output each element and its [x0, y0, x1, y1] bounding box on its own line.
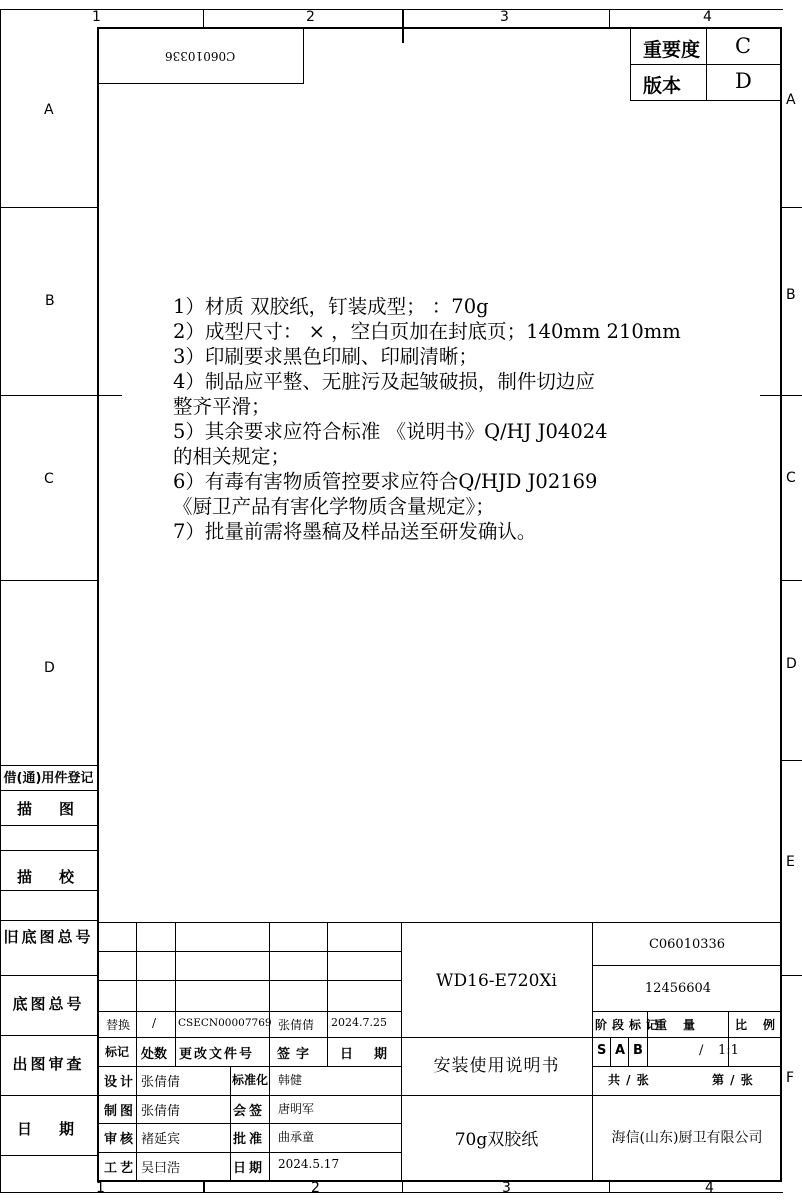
zone-col-2-bottom: 2: [311, 1180, 320, 1196]
inner-frame-left: [97, 27, 99, 1181]
process-name: 吴曰浩: [141, 1161, 181, 1176]
outer-frame-left: [0, 9, 1, 1192]
review-label: 审核: [104, 1132, 137, 1147]
standardization-label: 标准化: [232, 1073, 269, 1087]
borrow-register-label: 借(通)用件登记: [3, 771, 94, 786]
change-doc-number: CSECN00007769: [178, 1017, 272, 1029]
date-label: 日 期: [16, 1120, 80, 1138]
trace-check-label: 描 校: [16, 868, 80, 886]
zone-row-f-right: F: [786, 1070, 795, 1086]
version-label: 版本: [643, 75, 682, 97]
date-field-value: 2024.5.17: [278, 1157, 340, 1171]
weight-header: 重 量: [655, 1018, 698, 1032]
change-count: /: [152, 1016, 157, 1030]
cosign-label: 会签: [233, 1104, 266, 1119]
stage-s: S: [597, 1043, 610, 1058]
zone-row-a-left: A: [44, 102, 54, 118]
standardization-name: 韩健: [278, 1073, 303, 1087]
approve-label: 批准: [233, 1132, 266, 1147]
zone-col-1-top: 1: [92, 9, 101, 25]
zone-row-c-left: C: [44, 471, 54, 487]
trace-label: 描 图: [16, 800, 80, 818]
requirement-line: 7）批量前需将墨稿及样品送至研发确认。: [173, 520, 537, 543]
design-name: 张倩倩: [141, 1075, 181, 1090]
header-date: 日 期: [340, 1047, 392, 1062]
zone-col-3-bottom: 3: [502, 1180, 511, 1196]
total-sheets: 共 / 张: [608, 1073, 650, 1087]
cosign-name: 唐明军: [278, 1102, 315, 1116]
process-label: 工艺: [104, 1161, 137, 1176]
change-mark: 替换: [106, 1018, 131, 1032]
sheet-number: 第 / 张: [712, 1073, 754, 1087]
zone-col-2-top: 2: [306, 9, 315, 25]
scale-value: 1:1: [718, 1043, 739, 1058]
version-value: D: [735, 69, 752, 93]
inner-frame-right: [780, 27, 782, 1181]
outer-frame-bottom: [0, 1192, 783, 1193]
review-name: 褚延宾: [141, 1132, 181, 1147]
company-name: 海信(山东)厨卫有限公司: [611, 1130, 763, 1146]
scale-header: 比 例: [735, 1018, 778, 1032]
inner-frame-bottom: [97, 1180, 782, 1182]
stage-b: B: [633, 1043, 646, 1058]
zone-col-4-bottom: 4: [705, 1180, 714, 1196]
header-mark: 标记: [105, 1045, 130, 1059]
weight-value: /: [699, 1043, 704, 1058]
header-doc-number: 更改文件号: [179, 1047, 255, 1062]
requirement-line: 6）有毒有害物质管控要求应符合Q/HJD J02169: [173, 470, 598, 493]
drawing-number: C06010336: [648, 937, 726, 952]
document-name: 安装使用说明书: [433, 1056, 560, 1076]
header-sign: 签字: [277, 1047, 316, 1062]
requirement-line: 的相关规定；: [173, 445, 291, 468]
drawing-number-stamp: [99, 29, 304, 84]
importance-version-box: [630, 29, 780, 101]
requirement-line: 5）其余要求应符合标准 《说明书》Q/HJ J04024: [173, 420, 608, 443]
change-date: 2024.7.25: [331, 1016, 387, 1029]
drawing-name: 张倩倩: [141, 1104, 181, 1119]
zone-row-c-right: C: [786, 470, 796, 486]
zone-col-3-top: 3: [500, 9, 509, 25]
zone-row-a-right: A: [786, 92, 796, 108]
requirement-line: 《厨卫产品有害化学物质含量规定》；: [173, 495, 495, 518]
zone-row-e-right: E: [786, 854, 795, 870]
importance-label: 重要度: [643, 39, 701, 61]
requirement-line: 1）材质 双胶纸，钉装成型； ：70g: [173, 295, 489, 318]
drawing-label: 制图: [104, 1104, 137, 1119]
requirement-line: 3）印刷要求黑色印刷、印刷清晰；: [173, 345, 478, 368]
model-number: WD16-E720Xi: [436, 971, 557, 991]
zone-row-b-right: B: [786, 287, 796, 303]
change-signer: 张倩倩: [278, 1018, 315, 1032]
stage-a: A: [615, 1043, 629, 1058]
requirement-line: 整齐平滑；: [173, 395, 271, 418]
part-number: 12456604: [644, 981, 712, 996]
design-label: 设计: [104, 1075, 137, 1090]
mirrored-drawing-number: C06010336: [165, 49, 236, 63]
outer-frame-top: [0, 9, 783, 10]
zone-row-d-left: D: [44, 660, 55, 676]
header-count: 处数: [141, 1047, 168, 1062]
stage-mark-header: 阶段标记: [595, 1018, 664, 1032]
importance-value: C: [735, 34, 752, 58]
base-total-label: 底图总号: [12, 995, 85, 1013]
zone-row-d-right: D: [786, 656, 797, 672]
zone-row-b-left: B: [45, 293, 55, 309]
date-field-label: 日期: [233, 1161, 266, 1176]
approve-name: 曲承童: [278, 1130, 315, 1144]
requirement-line: 4）制品应平整、无脏污及起皱破损，制件切边应: [173, 370, 595, 393]
old-base-total-label: 旧底图总号: [3, 928, 94, 946]
material-spec: 70g双胶纸: [454, 1130, 539, 1150]
zone-col-4-top: 4: [703, 9, 712, 25]
requirement-line: 2）成型尺寸： × ，空白页加在封底页；140mm 210mm: [173, 320, 681, 343]
zone-col-1-bottom: 1: [96, 1180, 105, 1196]
output-review-label: 出图审查: [12, 1055, 85, 1073]
